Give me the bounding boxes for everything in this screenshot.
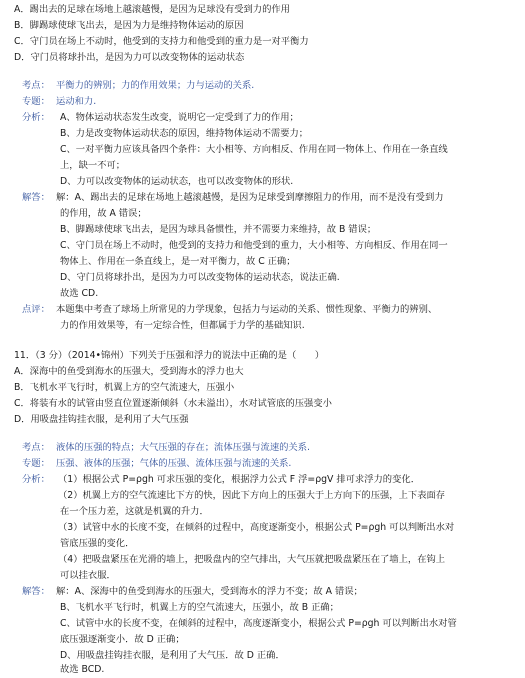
q11-kaodian-text: 液体的压强的特点；大气压强的存在；流体压强与流速的关系. <box>56 442 310 453</box>
q11-fenxi-line: （2）机翼上方的空气流速比下方的快，因此下方向上的压强大于上方向下的压强，上下表面存 <box>58 490 446 501</box>
q10-zhuanti-text: 运动和力. <box>56 96 97 107</box>
q11-zhuanti-text: 压强、液体的压强；气体的压强、流体压强与流速的关系. <box>56 458 292 469</box>
q11-jieda-line: 故选 BCD. <box>60 664 105 675</box>
q10-kaodian-text: 平衡力的辨别；力的作用效果；力与运动的关系. <box>56 80 255 91</box>
q11-fenxi-line: 可以挂衣服． <box>60 570 116 581</box>
q10-jieda-line: 解：A、踢出去的足球在场地上越滚越慢，是因为足球受到摩擦阻力的作用，而不是没有受到力 <box>56 192 444 203</box>
q10-fenxi-line: A、物体运动状态发生改变，说明它一定受到了力的作用； <box>60 112 299 123</box>
q11-fenxi-label: 分析： <box>22 474 50 485</box>
q10-jieda-line: 故选 CD. <box>60 288 99 299</box>
q10-jieda-line: C、守门员在场上不动时，他受到的支持力和他受到的重力，大小相等、方向相反、作用在同一 <box>60 240 448 251</box>
q10-fenxi-label: 分析： <box>22 112 50 123</box>
q11-stem: 11．（3 分）（2014•锦州）下列关于压强和浮力的说法中正确的是（ ） <box>14 350 325 361</box>
q11-fenxi-line: （3）试管中水的长度不变，在倾斜的过程中，高度逐渐变小，根据公式 P=ρgh 可以判断出水对 <box>58 522 455 533</box>
q11-jieda-line: C、试管中水的长度不变，在倾斜的过程中，高度逐渐变小，根据公式 P=ρgh 可以判断出水对管 <box>60 618 457 629</box>
q10-zhuanti-label: 专题： <box>22 96 50 107</box>
q11-jieda-line: D、用吸盘挂钩挂衣服，是利用了大气压．故 D 正确． <box>60 650 285 661</box>
q10-jieda-line: D、守门员将球扑出，是因为力可以改变物体的运动状态，说法正确. <box>60 272 340 283</box>
q11-jieda-line: 解：A、深海中的鱼受到海水的压强大，受到海水的浮力不变；故 A 错误； <box>56 586 363 597</box>
q10-fenxi-line: 上，缺一不可； <box>60 160 126 171</box>
q10-fenxi-line: B、力是改变物体运动状态的原因，维持物体运动不需要力； <box>60 128 309 139</box>
q11-option-d: D．用吸盘挂钩挂衣服，是利用了大气压强 <box>14 414 189 425</box>
q10-option-d: D．守门员将球扑出，是因为力可以改变物体的运动状态 <box>14 52 245 63</box>
q10-dianping-line: 力的作用效果等，有一定综合性，但都属于力学的基础知识. <box>60 320 305 331</box>
q11-jieda-line: 底压强逐渐变小．故 D 正确； <box>60 634 185 645</box>
q10-fenxi-line: D、力可以改变物体的运动状态，也可以改变物体的形状. <box>60 176 294 187</box>
q10-option-c: C．守门员在场上不动时，他受到的支持力和他受到的重力是一对平衡力 <box>14 36 309 47</box>
q10-dianping-line: 本题集中考查了球场上所常见的力学现象，包括力与运动的关系、惯性现象、平衡力的辨别、 <box>56 304 438 315</box>
q11-jieda-line: B、飞机水平飞行时，机翼上方的空气流速大，压强小，故 B 正确； <box>60 602 339 613</box>
q10-kaodian-label: 考点： <box>22 80 50 91</box>
q11-fenxi-line: （4）把吸盘紧压在光滑的墙上，把吸盘内的空气排出，大气压就把吸盘紧压在了墙上，在钩上 <box>58 554 446 565</box>
q10-jieda-line: 物体上、作用在一条直线上，是一对平衡力，故 C 正确； <box>60 256 296 267</box>
q11-fenxi-line: 在一个压力差，这就是机翼的升力． <box>60 506 209 517</box>
q11-fenxi-line: （1）根据公式 P=ρgh 可求压强的变化，根据浮力公式 F 浮=ρgV 排可求浮力的变化． <box>58 474 420 485</box>
q10-option-a: A．踢出去的足球在场地上越滚越慢，是因为足球没有受到力的作用 <box>14 4 290 15</box>
q10-jieda-line: B、脚踢球使球飞出去，是因为球具备惯性，并不需要力来维持，故 B 错误； <box>60 224 377 235</box>
q11-kaodian-label: 考点： <box>22 442 50 453</box>
q11-jieda-label: 解答： <box>22 586 50 597</box>
q11-zhuanti-label: 专题： <box>22 458 50 469</box>
q11-option-b: B．飞机水平飞行时，机翼上方的空气流速大，压强小 <box>14 382 235 393</box>
q10-jieda-label: 解答： <box>22 192 50 203</box>
q11-fenxi-line: 管底压强的变化． <box>60 538 135 549</box>
q10-fenxi-line: C、一对平衡力应该具备四个条件：大小相等、方向相反、作用在同一物体上、作用在一条直线 <box>60 144 448 155</box>
q10-jieda-line: 的作用，故 A 错误； <box>60 208 147 219</box>
q11-option-a: A．深海中的鱼受到海水的压强大，受到海水的浮力也大 <box>14 366 244 377</box>
q10-option-b: B．脚踢球使球飞出去，是因为力是维持物体运动的原因 <box>14 20 244 31</box>
q10-dianping-label: 点评： <box>22 304 50 315</box>
q11-option-c: C．将装有水的试管由竖直位置逐渐倾斜（水未溢出），水对试管底的压强变小 <box>14 398 332 409</box>
